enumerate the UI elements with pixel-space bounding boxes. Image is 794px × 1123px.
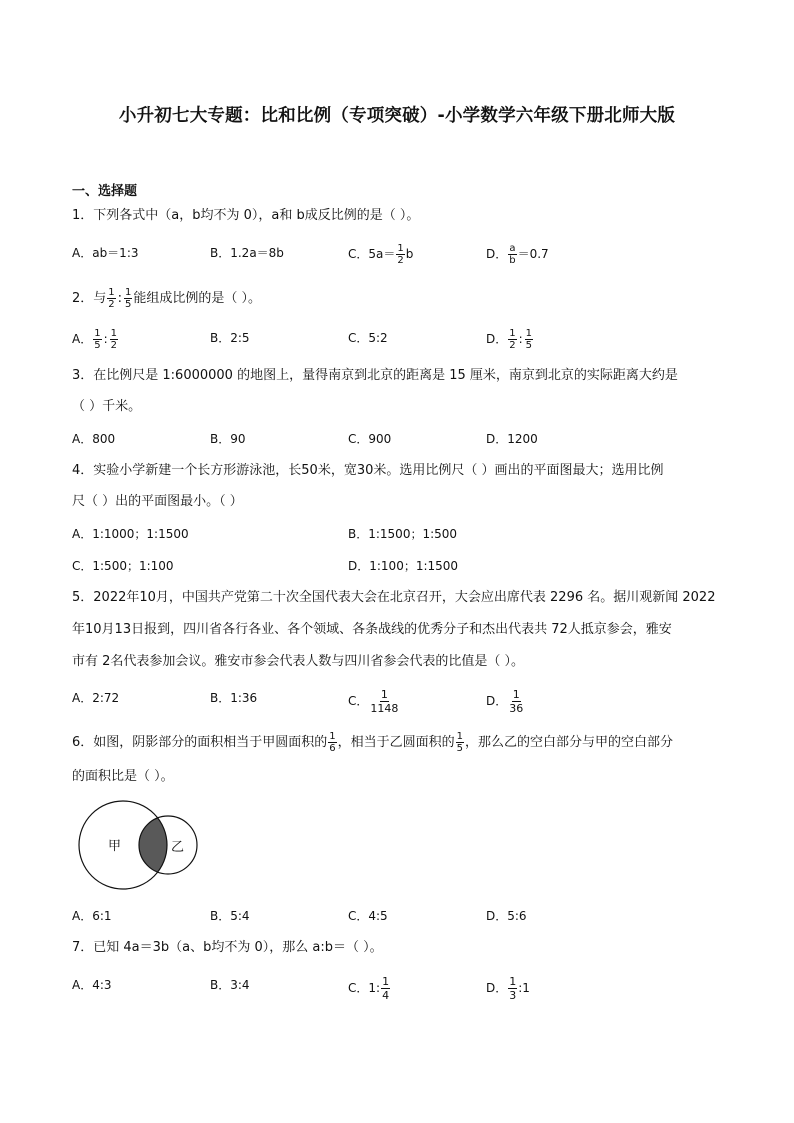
q5-option-d — [486, 688, 525, 715]
fraction-numerator: 1 — [456, 731, 464, 742]
fraction-denominator: 5 — [125, 299, 132, 310]
fraction-numerator: 1 — [110, 328, 118, 339]
q1-d-suffix: ＝0.7 — [517, 247, 549, 261]
q7-c-prefix: C．1: — [348, 981, 381, 995]
q6-suffix: ，那么乙的空白部分与甲的空白部分 — [465, 735, 674, 750]
q2-option-c: C．5:2 — [348, 331, 388, 345]
fraction-denominator: 5 — [525, 340, 533, 351]
q1-stem: 1．下列各式中（a，b均不为 0），a和 b成反比例的是（ ）。 — [72, 208, 420, 223]
fraction-denominator: 2 — [397, 255, 404, 266]
q7-d-prefix: D． — [486, 981, 508, 995]
fraction-denominator: 2 — [110, 340, 118, 351]
q2-option-a — [72, 328, 119, 351]
q3-stem-line1: 3．在比例尺是 1:6000000 的地图上，量得南京到北京的距离是 15 厘米，南京到北京的实际距离大约是 — [72, 368, 678, 383]
fraction-numerator: 1 — [509, 328, 516, 339]
q5-option-a: A．2:72 — [72, 691, 120, 705]
q2-prefix: 2．与 — [72, 291, 107, 306]
q1-c-prefix: C．5a＝ — [348, 247, 396, 261]
fraction-denominator: 2 — [108, 299, 115, 310]
ratio-colon: : — [518, 332, 523, 346]
q1-option-b: B．1.2a＝8b — [210, 246, 284, 260]
fraction-numerator: 1 — [380, 688, 388, 701]
fraction-denominator: 6 — [329, 743, 336, 754]
section-heading: 一、选择题 — [72, 184, 138, 199]
q7-option-d — [486, 975, 530, 1002]
q5-option-c — [348, 688, 400, 715]
q5-c-prefix: C． — [348, 694, 369, 708]
q7-option-c — [348, 975, 391, 1002]
q3-option-c: C．900 — [348, 432, 392, 446]
fraction-denominator: 5 — [94, 340, 101, 351]
q1-option-c — [348, 243, 413, 266]
q1-c-suffix: b — [405, 247, 414, 261]
fraction-denominator: 36 — [509, 702, 524, 715]
q7-d-suffix: :1 — [518, 981, 530, 995]
fraction-denominator: 4 — [382, 989, 390, 1002]
label-yi: 乙 — [171, 840, 185, 855]
q6-middle: ，相当于乙圆面积的 — [337, 735, 455, 750]
q6-option-c: C．4:5 — [348, 909, 388, 923]
q7-stem: 7．已知 4a＝3b（a、b均不为 0），那么 a:b＝（ ）。 — [72, 940, 383, 955]
q2-stem — [72, 287, 261, 310]
fraction-numerator: a — [509, 243, 516, 254]
q3-option-d: D．1200 — [486, 432, 538, 446]
q4-option-c: C．1:500；1:100 — [72, 559, 174, 573]
label-jia: 甲 — [108, 839, 122, 854]
fraction-denominator: 2 — [509, 340, 516, 351]
q4-option-a: A．1:1000；1:1500 — [72, 527, 189, 541]
q7-option-b: B．3:4 — [210, 978, 250, 992]
fraction-numerator: 1 — [94, 328, 101, 339]
q6-option-b: B．5:4 — [210, 909, 250, 923]
fraction-numerator: 1 — [525, 328, 533, 339]
q2-option-b: B．2:5 — [210, 331, 250, 345]
q1-d-prefix: D． — [486, 247, 508, 261]
q6-option-a: A．6:1 — [72, 909, 112, 923]
q2-suffix: 能组成比例的是（ ）。 — [133, 291, 262, 306]
q5-d-prefix: D． — [486, 694, 508, 708]
q4-option-b: B．1:1500；1:500 — [348, 527, 458, 541]
q2-a-prefix: A． — [72, 332, 93, 346]
q1-option-d — [486, 243, 549, 266]
ratio-colon: : — [103, 332, 108, 346]
q6-stem-line1 — [72, 731, 673, 754]
q1-option-a: A．ab＝1:3 — [72, 246, 139, 260]
q3-stem-line2: （ ）千米。 — [72, 399, 142, 414]
q5-stem-line3: 市有 2名代表参加会议。雅安市参会代表人数与四川省参会代表的比值是（ ）。 — [72, 654, 525, 669]
overlapping-circles-figure — [72, 800, 212, 890]
fraction-numerator: 1 — [382, 975, 390, 988]
q4-stem-line2: 尺（ ）出的平面图最小。（ ） — [72, 494, 243, 509]
q3-option-b: B．90 — [210, 432, 246, 446]
fraction-numerator: 1 — [397, 243, 404, 254]
q6-stem-line2: 的面积比是（ ）。 — [72, 769, 174, 784]
q5-stem-line1: 5．2022年10月，中国共产党第二十次全国代表大会在北京召开，大会应出席代表 2296 名。据川观新闻 2022 — [72, 590, 716, 605]
q5-option-b: B．1:36 — [210, 691, 258, 705]
q2-d-prefix: D． — [486, 332, 508, 346]
q4-option-d: D．1:100；1:1500 — [348, 559, 459, 573]
q3-option-a: A．800 — [72, 432, 116, 446]
ratio-colon: : — [117, 291, 123, 306]
q7-option-a: A．4:3 — [72, 978, 112, 992]
fraction-denominator: 1148 — [370, 702, 399, 715]
fraction-denominator: b — [509, 255, 516, 266]
q4-stem-line1: 4．实验小学新建一个长方形游泳池，长50米，宽30米。选用比例尺（ ）画出的平面图最大；选用比例 — [72, 463, 664, 478]
fraction-numerator: 1 — [512, 688, 520, 701]
fraction-numerator: 1 — [108, 287, 115, 298]
page-title: 小升初七大专题：比和比例（专项突破）-小学数学六年级下册北师大版 — [118, 106, 676, 126]
fraction-numerator: 1 — [125, 287, 132, 298]
q2-option-d — [486, 328, 534, 351]
fraction-denominator: 3 — [509, 989, 517, 1002]
q6-prefix: 6．如图，阴影部分的面积相当于甲圆面积的 — [72, 735, 328, 750]
fraction-numerator: 1 — [509, 975, 517, 988]
q6-option-d: D．5:6 — [486, 909, 527, 923]
fraction-numerator: 1 — [329, 731, 336, 742]
fraction-denominator: 5 — [456, 743, 464, 754]
q5-stem-line2: 年10月13日报到，四川省各行各业、各个领域、各条战线的优秀分子和杰出代表共 72人抵京参会，雅安 — [72, 622, 672, 637]
